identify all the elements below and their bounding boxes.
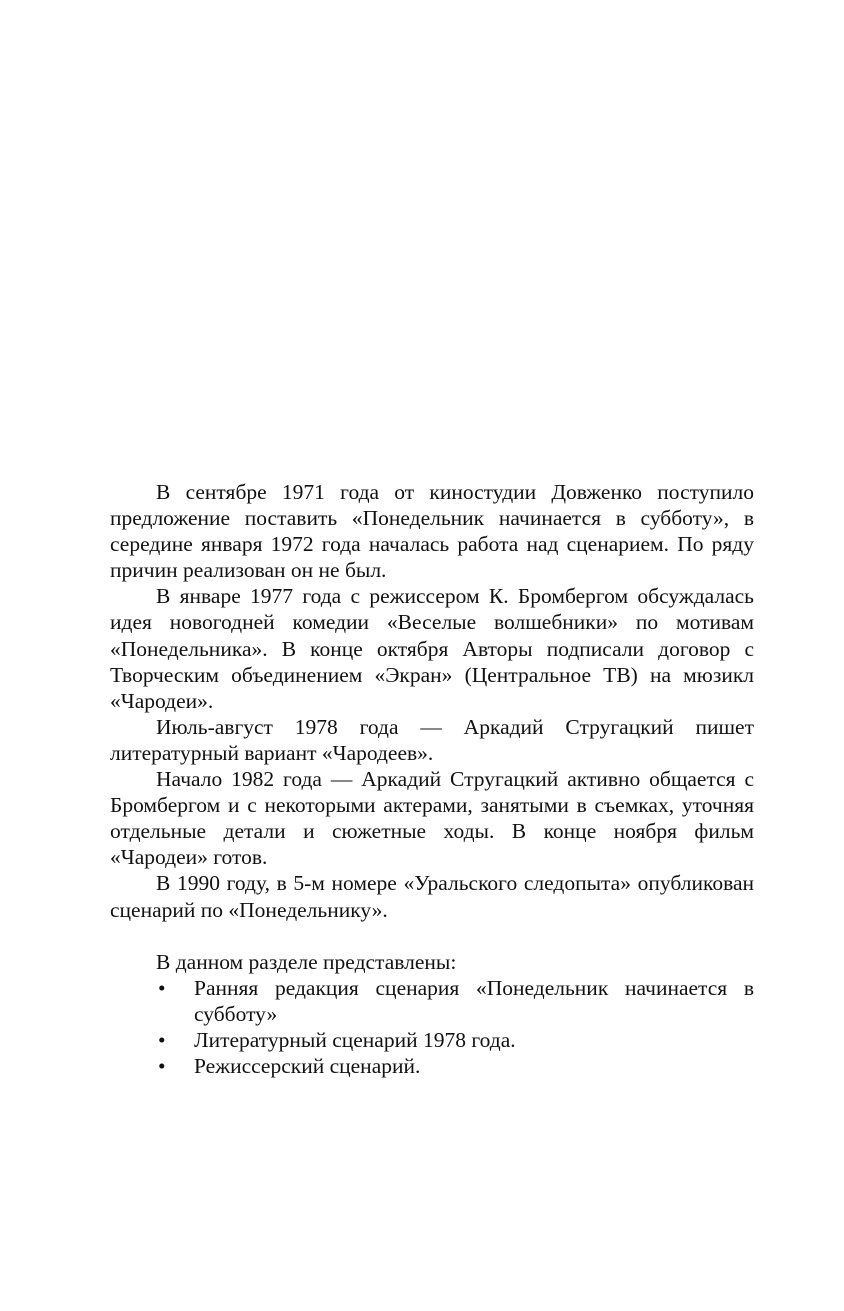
paragraph-4: Начало 1982 года — Аркадий Стругацкий активно общается с Бромбергом и с некоторыми актерами, занятыми в съемках, уточняя отдельные детали и сюжетные ходы. В конце ноября фильм «Чародеи» готов.: [110, 767, 754, 870]
list-item: [110, 975, 754, 1027]
paragraph-2: В январе 1977 года с режиссером К. Бромбергом обсуждалась идея новогодней комедии «Веселые волшебники» по мотивам «Понедельника». В конце октября Авторы подписали договор с Творческим объединением «Экран» (Центральное ТВ) на мюзикл «Чародеи».: [110, 584, 754, 713]
bullet-icon: •: [158, 1027, 166, 1052]
bullet-icon: •: [158, 1053, 166, 1078]
contents-list: [110, 975, 754, 1079]
paragraph-5: В 1990 году, в 5-м номере «Уральского следопыта» опубликован сценарий по «Понедельнику».: [110, 871, 754, 922]
list-item-text: Ранняя редакция сценария «Понедельник начинается в субботу»: [194, 975, 754, 1026]
bullet-icon: •: [158, 975, 166, 1000]
list-item: [110, 1027, 754, 1053]
main-text: [110, 479, 754, 1079]
paragraph-1: В сентябре 1971 года от киностудии Довженко поступило предложение поставить «Понедельник начинается в субботу», в середине января 1972 года началась работа над сценарием. По ряду причин реализован он не был.: [110, 480, 754, 583]
list-item-text: Режиссерский сценарий.: [194, 1053, 421, 1078]
section-intro: В данном разделе представлены:: [156, 949, 457, 974]
list-item: [110, 1053, 754, 1079]
paragraph-3: Июль-август 1978 года — Аркадий Стругацкий пишет литературный вариант «Чародеев».: [110, 714, 754, 765]
list-item-text: Литературный сценарий 1978 года.: [194, 1027, 516, 1052]
